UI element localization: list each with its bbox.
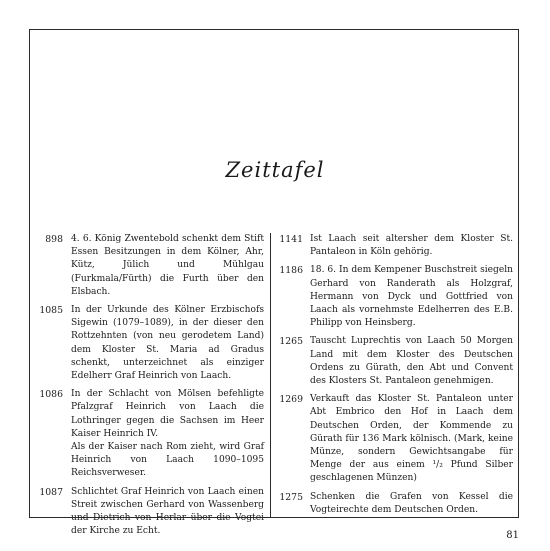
page-title: Zeittafel [225,158,325,183]
entry-year: 1186 [279,265,303,277]
entry-paragraph: 18. 6. In dem Kempener Buschstreit siegeln Gerhard von Randerath als Holzgraf, Hermann von Dyck und Gottfried von Laach als vornehmste Edelherren des E.B. Philipp von Heinsberg. [310,265,513,329]
timeline-entry [271,491,513,517]
entry-paragraph: Verkauft das Kloster St. Pantaleon unter Abt Embrico den Hof in Laach dem Deutschen Orden, der Kommende zu Gürath für 136 Mark kölnisch. (Mark, keine Münze, sondern Gewichtsangabe für Menge der aus einem ¹/₂ Pfund Silber geschlagenen Münzen) [310,394,513,484]
entry-year: 898 [45,234,63,245]
entry-paragraph: In der Schlacht von Mölsen befehligte Pfalzgraf Heinrich von Laach die Lothringer gegen die Sachsen im Heer Kaiser Heinrich IV. [71,389,264,439]
entry-paragraph: Ist Laach seit altersher dem Kloster St. Pantaleon in Köln gehörig. [310,234,513,258]
right-column [271,233,513,522]
timeline-entry [271,264,513,330]
entry-text [71,233,264,299]
entry-year: 1141 [279,234,303,245]
timeline-entry [30,304,264,383]
entry-year: 1275 [279,491,303,503]
entry-text [310,233,513,259]
entry-text [71,388,264,480]
entry-text [310,335,513,388]
entry-text [310,393,513,485]
entry-paragraph: Schenken die Grafen von Kessel die Vogteirechte dem Deutschen Orden. [310,491,513,515]
entry-paragraph: In der Urkunde des Kölner Erzbischofs Sigewin (1079–1089), in der dieser den Rottzehnten (von neu gerodetem Land) dem Kloster St. Maria ad Gradus schenkt, unterzeichnet als einziger Edelherr Graf Heinrich von Laach. [71,305,264,382]
timeline-entry [271,393,513,485]
entry-year: 1087 [39,486,63,498]
entry-text [310,264,513,330]
page-number: 81 [506,530,519,541]
entry-paragraph: Tauscht Luprechtis von Laach 50 Morgen Land mit dem Kloster des Deutschen Ordens zu Gürath, den Abt und Convent des Klosters St. Pantaleon genehmigen. [310,336,513,387]
entry-paragraph: Schlichtet Graf Heinrich von Laach einen Streit zwischen Gerhard von Wassenberg und Dietrich von Herlar über die Vogtei der Kirche zu Echt. [71,486,264,537]
entry-year: 1085 [39,305,63,317]
entry-year: 1086 [39,389,63,401]
left-column [30,233,264,543]
entry-text [71,304,264,383]
timeline-entry [271,233,513,259]
timeline-entry [271,335,513,388]
timeline-entry [30,486,264,539]
entry-paragraph: Als der Kaiser nach Rom zieht, wird Graf Heinrich von Laach 1090–1095 Reichsverweser. [71,442,264,479]
entry-text [310,491,513,517]
entry-text [71,486,264,539]
timeline-entry [30,233,264,299]
entry-year: 1265 [279,336,303,348]
entry-paragraph: 4. 6. König Zwentebold schenkt dem Stift Essen Besitzungen in dem Kölner, Ahr, Kütz, Jülich und Mühlgau (Furkmala/Fürth) die Furth über den Elsbach. [71,234,264,297]
entry-year: 1269 [279,394,303,406]
timeline-entry [30,388,264,480]
